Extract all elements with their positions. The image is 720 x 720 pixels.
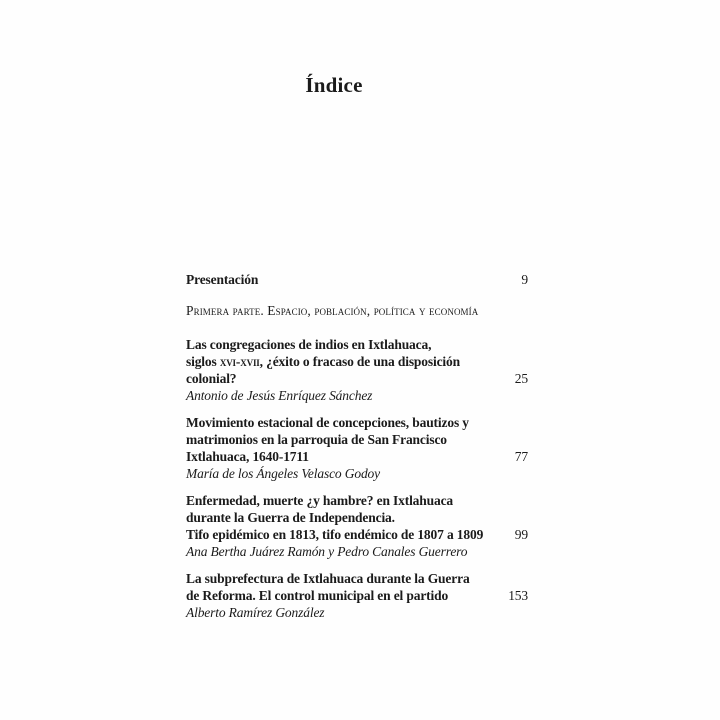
page-title: Índice <box>305 73 363 97</box>
title-line <box>186 353 528 370</box>
title-line-with-page <box>186 587 528 604</box>
title-line-with-page <box>186 448 528 465</box>
title-line: Tifo epidémico en 1813, tifo endémico de 1807 a 1809 <box>186 527 484 542</box>
title-line-with-page <box>186 370 528 387</box>
title-line: Movimiento estacional de concepciones, bautizos y <box>186 415 469 430</box>
title-line: Enfermedad, muerte ¿y hambre? en Ixtlahuaca <box>186 493 454 508</box>
toc-entry-presentacion <box>186 271 528 288</box>
author-name: Antonio de Jesús Enríquez Sánchez <box>186 388 373 403</box>
title-line: Ixtlahuaca, 1640-1711 <box>186 449 309 464</box>
page-number: 153 <box>508 588 528 603</box>
page-number: 77 <box>514 449 528 464</box>
title-line-segment: , ¿éxito o fracaso de una disposición <box>259 354 460 369</box>
title-line: La subprefectura de Ixtlahuaca durante la Guerra <box>186 571 470 586</box>
title-line-with-page <box>186 526 528 543</box>
title-line: durante la Guerra de Independencia. <box>186 510 395 525</box>
author-name: María de los Ángeles Velasco Godoy <box>186 466 380 481</box>
toc-entry <box>186 414 528 482</box>
author-name: Ana Bertha Juárez Ramón y Pedro Canales Guerrero <box>186 544 468 559</box>
title-line-smallcaps: xvi-xvii <box>219 354 260 369</box>
table-of-contents <box>186 271 528 631</box>
page-number: 25 <box>514 371 528 386</box>
title-line-segment: siglos <box>186 354 220 369</box>
page-number: 99 <box>514 527 528 542</box>
title-line: Las congregaciones de indios en Ixtlahuaca, <box>186 337 432 352</box>
author-name: Alberto Ramírez González <box>186 605 325 620</box>
page-number: 9 <box>521 272 528 287</box>
toc-entry <box>186 336 528 404</box>
toc-entry <box>186 492 528 560</box>
title-line: colonial? <box>186 371 237 386</box>
title-line: de Reforma. El control municipal en el partido <box>186 588 449 603</box>
title-line: matrimonios en la parroquia de San Francisco <box>186 432 447 447</box>
presentacion-label: Presentación <box>186 272 259 287</box>
part-heading: Primera parte. Espacio, población, política y economía <box>186 303 479 318</box>
toc-entry <box>186 570 528 621</box>
